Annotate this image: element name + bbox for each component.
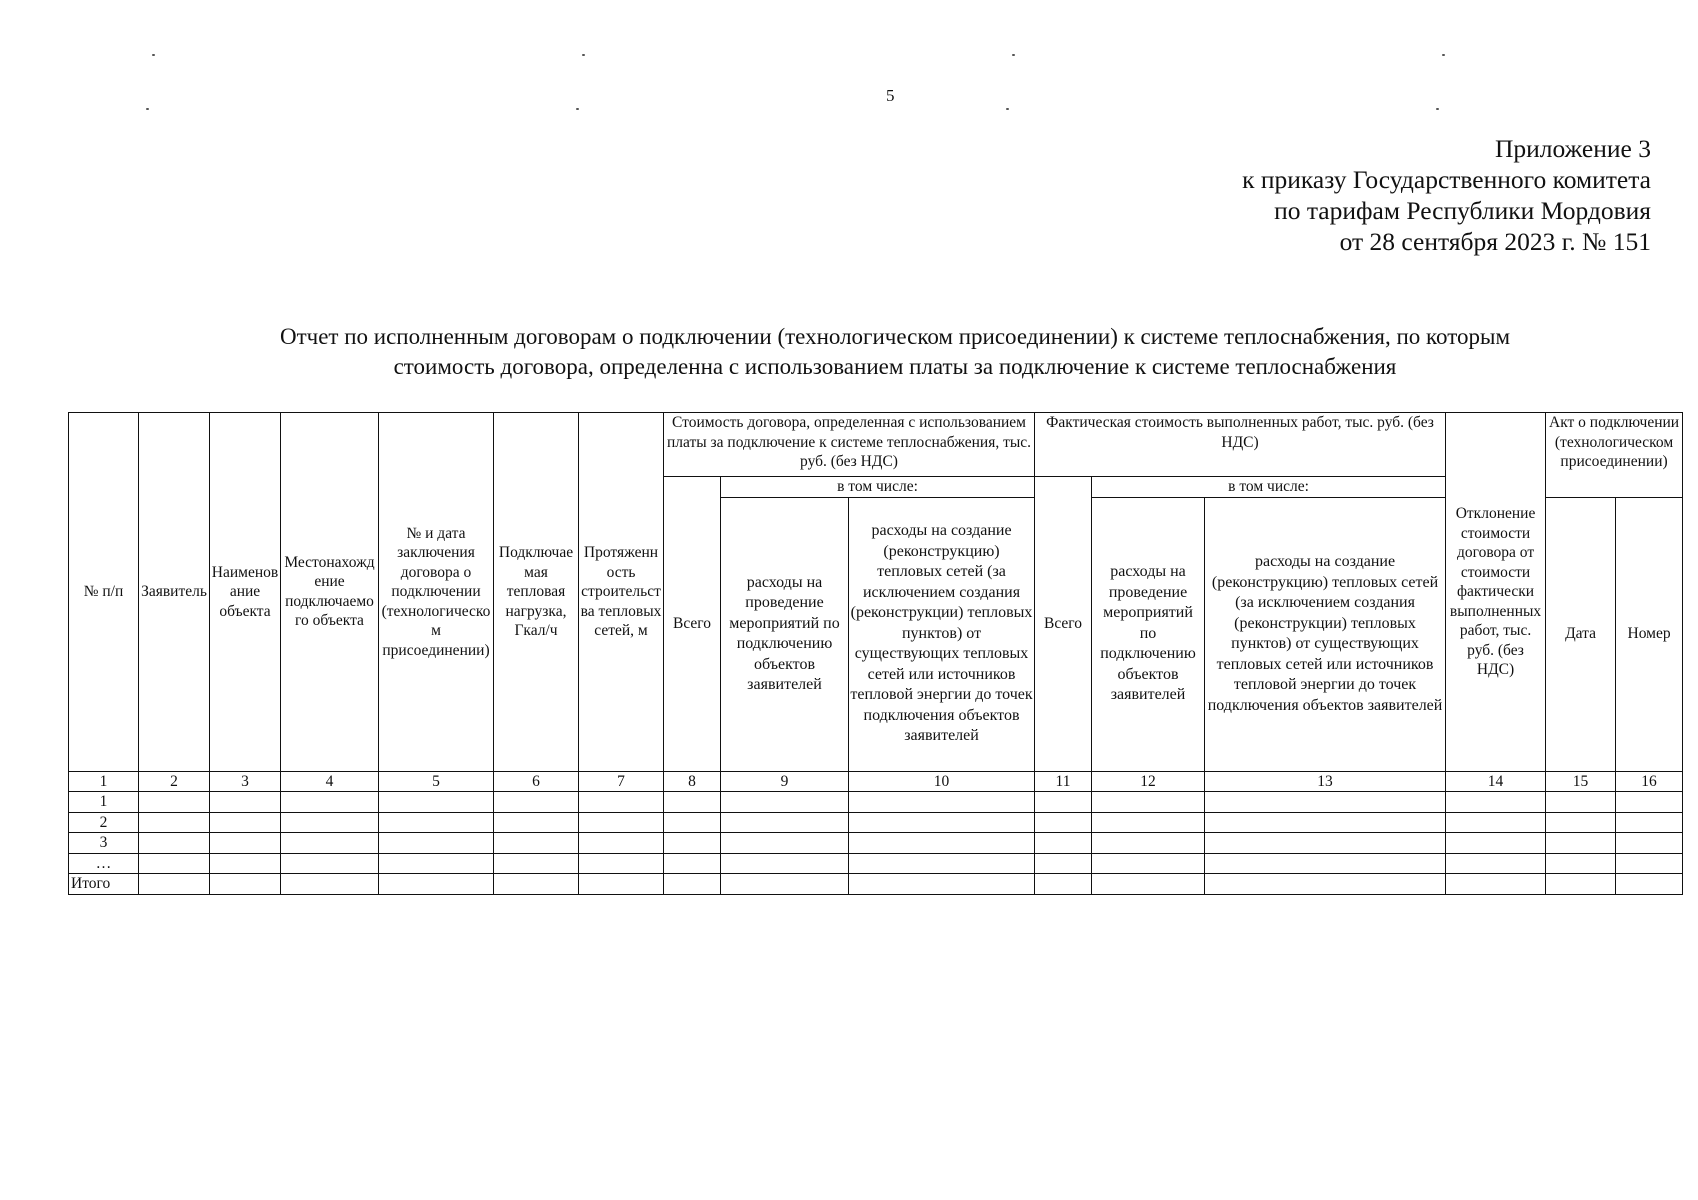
table-cell — [1446, 853, 1546, 874]
report-title-line: стоимость договора, определенна с использованием платы за подключение к системе теплоснабжения — [393, 354, 1397, 379]
column-number: 15 — [1546, 771, 1616, 792]
column-number: 8 — [664, 771, 721, 792]
table-cell — [721, 853, 849, 874]
table-cell — [139, 812, 210, 833]
table-cell — [1446, 874, 1546, 895]
header-actual-total: Всего — [1035, 477, 1092, 772]
column-number: 6 — [494, 771, 579, 792]
table-cell — [1546, 812, 1616, 833]
scan-speck — [146, 108, 149, 110]
table-cell — [849, 874, 1035, 895]
page-number: 5 — [886, 86, 895, 105]
table-cell — [721, 833, 849, 854]
table-row — [69, 853, 1683, 874]
table-cell — [494, 874, 579, 895]
table-row — [69, 812, 1683, 833]
appendix-line: от 28 сентября 2023 г. № 151 — [1339, 227, 1651, 256]
scan-speck — [1442, 54, 1445, 56]
table-cell — [210, 853, 281, 874]
header-num: № п/п — [69, 413, 139, 772]
row-label: 3 — [69, 833, 139, 854]
scan-speck — [1436, 108, 1439, 110]
header-contract-cost-group: Стоимость договора, определенная с использованием платы за подключение к системе теплоснабжения, тыс. руб. (без НДС) — [664, 413, 1035, 477]
table-cell — [1546, 853, 1616, 874]
column-number-row — [69, 771, 1683, 792]
table-cell — [379, 792, 494, 813]
table-cell — [379, 853, 494, 874]
table-cell — [579, 833, 664, 854]
table-cell — [1205, 833, 1446, 854]
table-cell — [579, 853, 664, 874]
appendix-block — [1242, 133, 1651, 257]
scan-speck — [1012, 54, 1015, 56]
header-network-length: Протяженность строительства тепловых сетей, м — [579, 413, 664, 772]
table-row — [69, 833, 1683, 854]
header-deviation: Отклонение стоимости договора от стоимости фактически выполненных работ, тыс. руб. (без НДС) — [1446, 413, 1546, 772]
table-cell — [1616, 853, 1683, 874]
header-contract-total: Всего — [664, 477, 721, 772]
column-number: 7 — [579, 771, 664, 792]
table-cell — [849, 792, 1035, 813]
header-contract-no-date: № и дата заключения договора о подключении (технологическом присоединении) — [379, 413, 494, 772]
column-number: 13 — [1205, 771, 1446, 792]
table-cell — [1205, 792, 1446, 813]
table-cell — [1446, 792, 1546, 813]
table-cell — [210, 792, 281, 813]
table-cell — [664, 792, 721, 813]
report-title — [150, 322, 1640, 382]
table-cell — [281, 874, 379, 895]
column-number: 16 — [1616, 771, 1683, 792]
table-cell — [1035, 812, 1092, 833]
table-cell — [721, 812, 849, 833]
table-cell — [721, 792, 849, 813]
row-label: 2 — [69, 812, 139, 833]
table-cell — [721, 874, 849, 895]
table-cell — [494, 812, 579, 833]
table-cell — [1616, 812, 1683, 833]
table-cell — [1092, 853, 1205, 874]
table-cell — [494, 792, 579, 813]
table-cell — [379, 874, 494, 895]
column-number: 14 — [1446, 771, 1546, 792]
column-number: 5 — [379, 771, 494, 792]
header-applicant: Заявитель — [139, 413, 210, 772]
table-cell — [1035, 874, 1092, 895]
table-cell — [1205, 812, 1446, 833]
table-cell — [1616, 792, 1683, 813]
table-cell — [579, 792, 664, 813]
header-actual-measures: расходы на проведение мероприятий по подключению объектов заявителей — [1092, 497, 1205, 771]
column-number: 2 — [139, 771, 210, 792]
column-number: 1 — [69, 771, 139, 792]
header-actual-including: в том числе: — [1092, 477, 1446, 498]
table-cell — [1546, 792, 1616, 813]
table-cell — [1035, 853, 1092, 874]
header-row — [69, 413, 1683, 477]
table-cell — [494, 853, 579, 874]
table-cell — [281, 853, 379, 874]
row-label: … — [69, 853, 139, 874]
appendix-line: по тарифам Республики Мордовия — [1274, 196, 1651, 225]
header-contract-networks: расходы на создание (реконструкцию) тепловых сетей (за исключением создания (реконструкции) тепловых пунктов) от существующих тепловых сетей или источников тепловой энергии до точек подключения объектов заявителей — [849, 497, 1035, 771]
column-number: 9 — [721, 771, 849, 792]
total-label: Итого — [69, 874, 139, 895]
table-cell — [664, 833, 721, 854]
appendix-line: к приказу Государственного комитета — [1242, 165, 1651, 194]
table-cell — [281, 833, 379, 854]
table-cell — [210, 833, 281, 854]
header-act-number: Номер — [1616, 497, 1683, 771]
table-cell — [664, 874, 721, 895]
table-cell — [210, 812, 281, 833]
table-cell — [139, 792, 210, 813]
table-cell — [849, 853, 1035, 874]
appendix-line: Приложение 3 — [1495, 134, 1651, 163]
header-act-group: Акт о подключении (технологическом присоединении) — [1546, 413, 1683, 498]
table-cell — [379, 812, 494, 833]
header-object-location: Местонахождение подключаемого объекта — [281, 413, 379, 772]
table-cell — [1205, 874, 1446, 895]
table-cell — [579, 874, 664, 895]
table-cell — [139, 853, 210, 874]
row-label: 1 — [69, 792, 139, 813]
header-act-date: Дата — [1546, 497, 1616, 771]
table-cell — [1092, 812, 1205, 833]
column-number: 12 — [1092, 771, 1205, 792]
scan-speck — [1006, 108, 1009, 110]
table-cell — [1546, 874, 1616, 895]
column-number: 10 — [849, 771, 1035, 792]
header-contract-including: в том числе: — [721, 477, 1035, 498]
table-cell — [1446, 833, 1546, 854]
table-cell — [1205, 853, 1446, 874]
table-row — [69, 792, 1683, 813]
report-title-line: Отчет по исполненным договорам о подключении (технологическом присоединении) к системе теплоснабжения, по которым — [279, 324, 1511, 349]
table-cell — [1446, 812, 1546, 833]
table-cell — [849, 833, 1035, 854]
header-object-name: Наименование объекта — [210, 413, 281, 772]
column-number: 4 — [281, 771, 379, 792]
table-cell — [664, 853, 721, 874]
scan-speck — [576, 108, 579, 110]
table-cell — [1035, 833, 1092, 854]
table-cell — [1035, 792, 1092, 813]
table-cell — [579, 812, 664, 833]
header-contract-measures: расходы на проведение мероприятий по подключению объектов заявителей — [721, 497, 849, 771]
table-cell — [210, 874, 281, 895]
table-cell — [494, 833, 579, 854]
header-actual-cost-group: Фактическая стоимость выполненных работ, тыс. руб. (без НДС) — [1035, 413, 1446, 477]
header-actual-networks: расходы на создание (реконструкцию) тепловых сетей (за исключением создания (реконструкции) тепловых пунктов) от существующих тепловых сетей или источников тепловой энергии до точек подключения объектов заявителей — [1205, 497, 1446, 771]
column-number: 3 — [210, 771, 281, 792]
scan-speck — [582, 54, 585, 56]
column-number: 11 — [1035, 771, 1092, 792]
table-cell — [139, 874, 210, 895]
table-cell — [1092, 833, 1205, 854]
scan-speck — [152, 54, 155, 56]
report-table — [68, 412, 1683, 895]
table-cell — [1092, 874, 1205, 895]
table-cell — [281, 812, 379, 833]
table-cell — [849, 812, 1035, 833]
header-heat-load: Подключаемая тепловая нагрузка, Гкал/ч — [494, 413, 579, 772]
table-cell — [379, 833, 494, 854]
table-cell — [1616, 874, 1683, 895]
table-cell — [664, 812, 721, 833]
table-cell — [281, 792, 379, 813]
table-cell — [1092, 792, 1205, 813]
table-cell — [1616, 833, 1683, 854]
total-row — [69, 874, 1683, 895]
table-cell — [1546, 833, 1616, 854]
table-cell — [139, 833, 210, 854]
